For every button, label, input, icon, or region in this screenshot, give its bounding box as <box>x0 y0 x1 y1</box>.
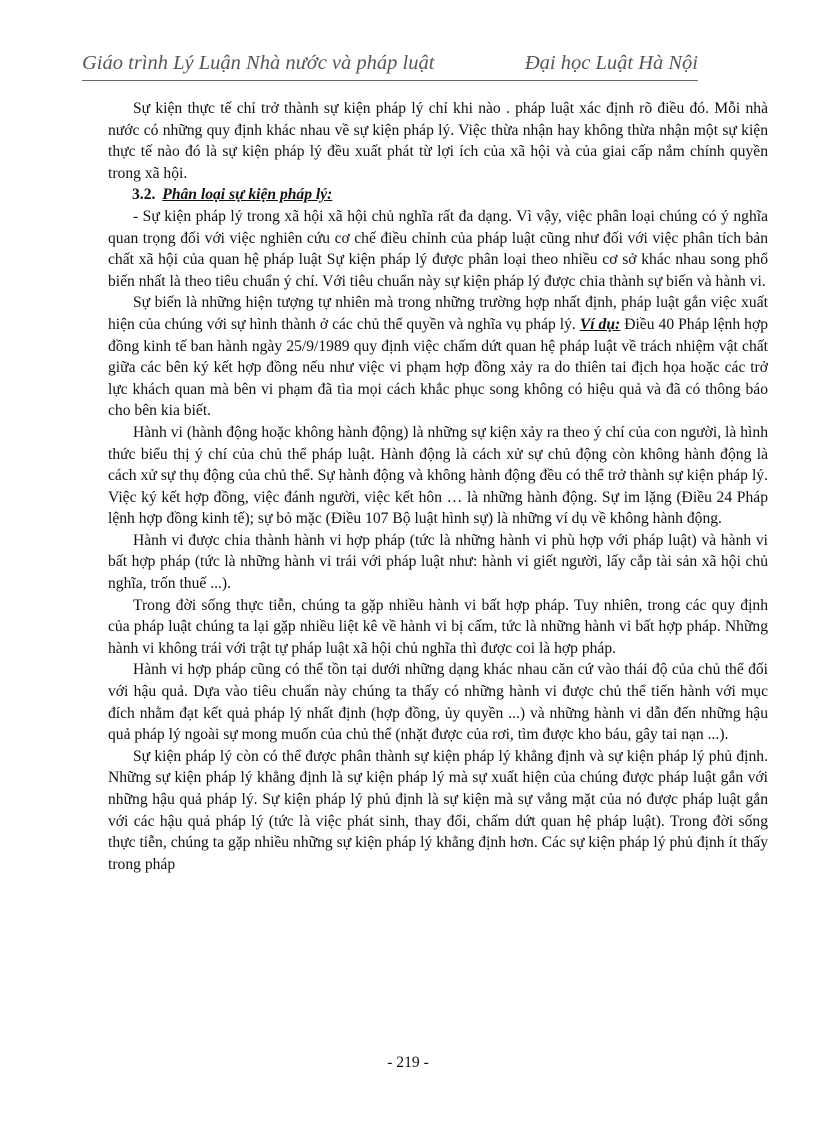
page-number: - 219 - <box>387 1054 429 1071</box>
paragraph: Trong đời sống thực tiễn, chúng ta gặp nhiều hành vi bất hợp pháp. Tuy nhiên, trong các quy định của pháp luật chúng ta lại gặp nhiều liệt kê về hành vi bị cấm, tức là những hành vi bất hợp pháp. Những hành vi không trái với trật tự pháp luật xã hội chủ nghĩa thì được coi là hợp pháp. <box>108 596 768 657</box>
paragraph: Hành vi hợp pháp cũng có thể tồn tại dưới những dạng khác nhau căn cứ vào thái độ của chủ thể đối với hậu quả. Dựa vào tiêu chuẩn này chúng ta thấy có những hành vi được chủ thể tiến hành với mục đích nhằm đạt kết quả pháp lý nhất định (hợp đồng, ủy quyền ...) và những hành vi dẫn đến những hậu quả pháp lý ngoài sự mong muốn của chủ thể (nhặt được của rơi, tìm được kho báu, gây tai nạn ...). <box>108 661 768 744</box>
running-header <box>82 52 698 80</box>
paragraph: Hành vi được chia thành hành vi hợp pháp (tức là những hành vi phù hợp với pháp luật) và hành vi bất hợp pháp (tức là những hành vi trái với pháp luật như: hành vi giết người, lấy cắp tài sản xã hội chủ nghĩa, trốn thuế ...). <box>108 531 768 593</box>
paragraph-text: Điều 40 Pháp lệnh hợp đồng kinh tế ban hành ngày 25/9/1989 quy định việc chấm dứt quan hệ pháp luật về trách nhiệm vật chất giữa các bên ký kết hợp đồng nếu như việc vi phạm hợp đồng xảy ra do thiên tai địch họa hoặc các trở lực khách quan mà bên vi phạm đã tìa mọi cách khắc phục song không có hiệu quả và đã có thông báo cho bên kia biết. <box>108 315 768 420</box>
section-title: Phân loại sự kiện pháp lý: <box>162 186 333 204</box>
paragraph <box>108 292 768 422</box>
example-label: Ví dụ: <box>579 315 621 333</box>
paragraph: Sự kiện thực tế chỉ trở thành sự kiện pháp lý chỉ khi nào . pháp luật xác định rõ điều đó. Mỗi nhà nước có những quy định khác nhau về sự kiện pháp lý. Việc thừa nhận hay không thừa nhận một sự kiện thực tế nào đó là sự kiện pháp lý đều xuất phát từ lợi ích của xã hội và của giai cấp nắm chính quyền trong xã hội. <box>108 100 768 182</box>
paragraph: Sự kiện pháp lý còn có thể được phân thành sự kiện pháp lý khẳng định và sự kiện pháp lý phủ định. Những sự kiện pháp lý khẳng định là sự kiện pháp lý mà sự xuất hiện của chúng được pháp luật gắn với những hậu quả pháp lý. Sự kiện pháp lý phủ định là sự kiện mà sự vắng mặt của nó được pháp luật gắn với các hậu quả pháp lý (tức là việc phát sinh, thay đổi, chấm dứt quan hệ pháp luật). Trong đời sống thực tiễn, chúng ta gặp nhiều những sự kiện pháp lý khẳng định hơn. Các sự kiện pháp lý phủ định ít thấy trong pháp <box>108 747 768 873</box>
paragraph-text: Sự biến là những hiện tượng tự nhiên mà trong những trường hợp nhất định, pháp luật gắn việc xuất hiện của chúng với sự hình thành ở các chủ thể quyền và nghĩa vụ pháp lý. <box>108 294 768 333</box>
section-number: 3.2. <box>132 186 156 204</box>
page-body <box>108 98 768 875</box>
paragraph: Hành vi (hành động hoặc không hành động) là những sự kiện xảy ra theo ý chí của con người, là hình thức biểu thị ý chí của chủ thể pháp luật. Hành động là cách xử sự chủ động còn không hành động là cách xử sự thụ động của chủ thể. Sự hành động và không hành động đều có thể trở thành sự kiện pháp lý. Việc ký kết hợp đồng, việc đánh người, việc kết hôn … là những hành động. Sự im lặng (Điều 24 Pháp lệnh hợp đồng kinh tế); sự bỏ mặc (Điều 107 Bộ luật hình sự) là những ví dụ về không hành động. <box>108 423 768 528</box>
section-heading <box>108 184 768 206</box>
header-divider <box>82 80 698 81</box>
header-book-title: Giáo trình Lý Luận Nhà nước và pháp luật <box>82 52 435 74</box>
header-institution: Đại học Luật Hà Nội <box>524 52 698 74</box>
paragraph: - Sự kiện pháp lý trong xã hội xã hội chủ nghĩa rất đa dạng. Vì vậy, việc phân loại chúng có ý nghĩa quan trọng đối với việc nghiên cứu cơ chế điều chỉnh của pháp luật cũng như đối với việc phân tích bản chất xã hội của quan hệ pháp luật Sự kiện pháp lý được phân loại theo nhiều cơ sở khác nhau song phổ biến nhất là theo tiêu chuẩn ý chí. Với tiêu chuẩn này sự kiện pháp lý được chia thành sự biến và hành vi. <box>108 207 768 290</box>
